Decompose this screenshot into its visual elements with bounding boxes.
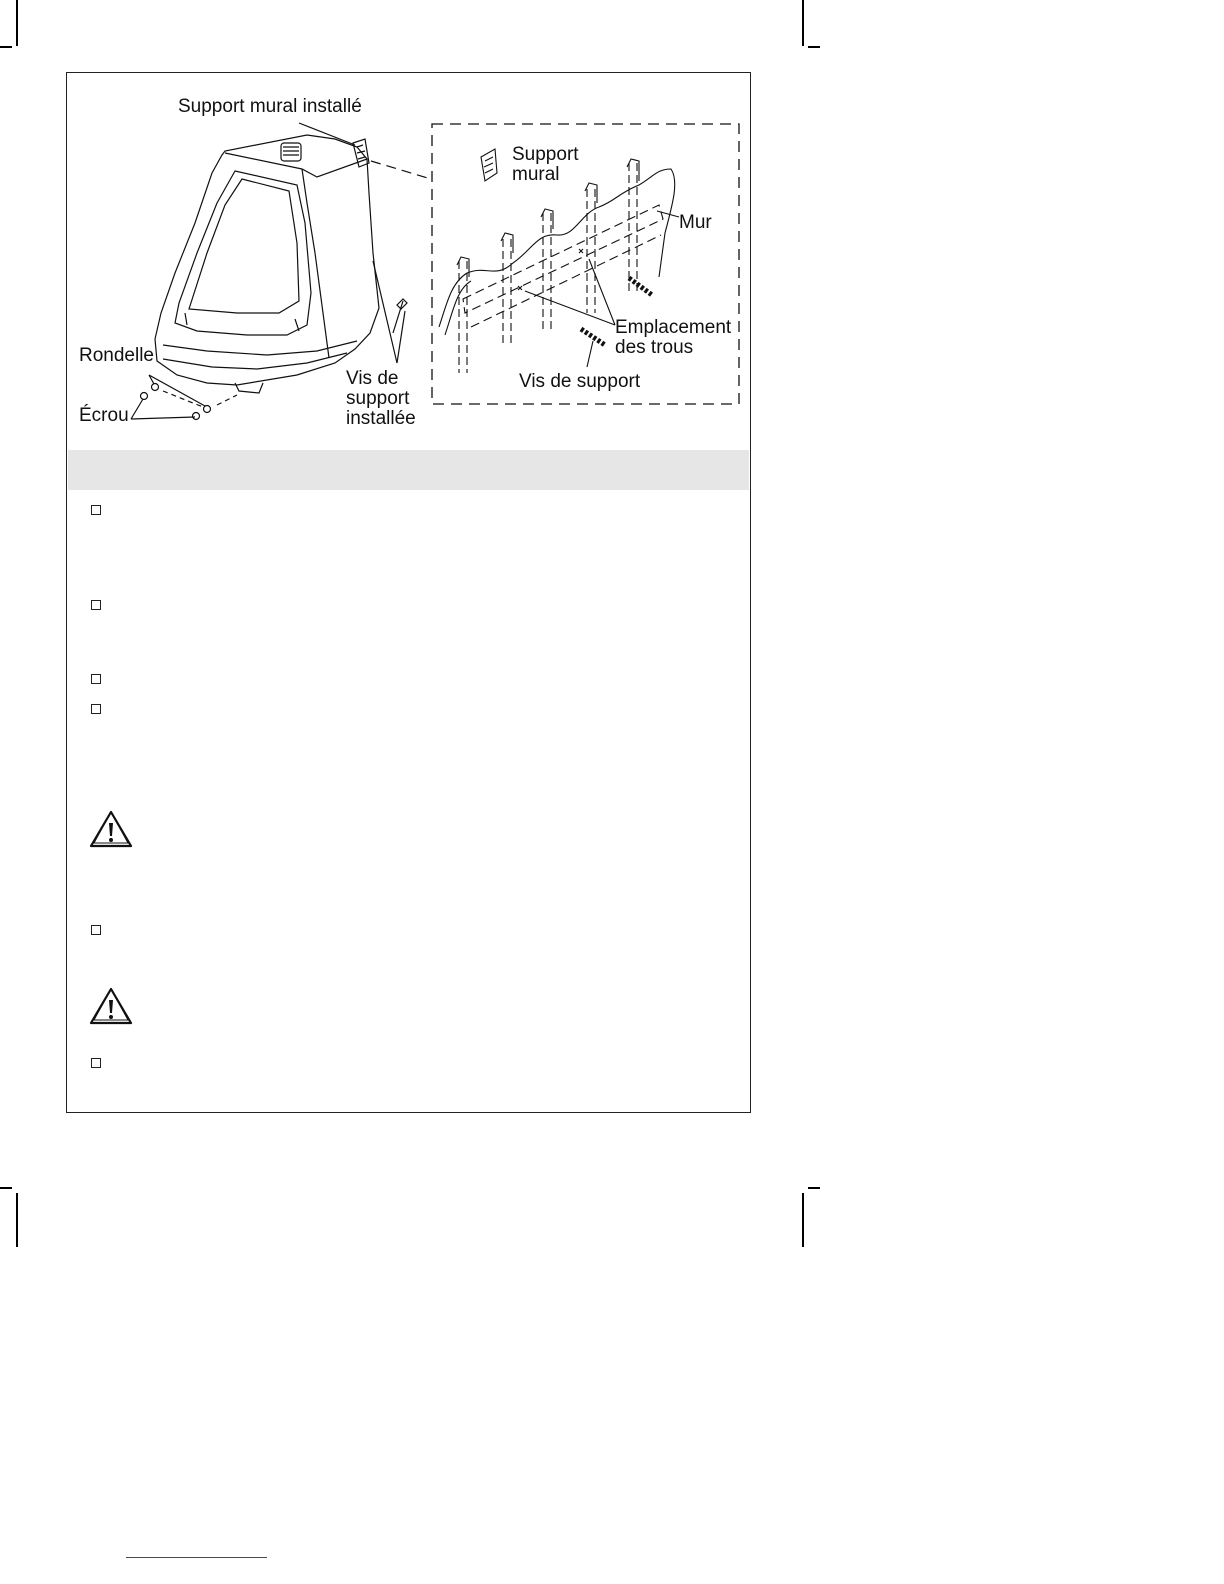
label-support-mural: mural [512, 164, 560, 185]
label-vis-installee: installée [346, 408, 416, 429]
label-vis-installee: Vis de [346, 368, 399, 389]
crop-mark [802, 0, 804, 46]
warning-triangle-icon [88, 809, 134, 849]
label-vis-installee: support [346, 388, 410, 409]
crop-mark [16, 0, 18, 46]
warning-triangle-icon [88, 986, 134, 1026]
checklist-checkbox[interactable] [91, 1058, 101, 1068]
label-mur: Mur [679, 212, 712, 233]
section-heading-band [68, 450, 749, 490]
label-emplacement: Emplacement [615, 317, 732, 338]
checklist-checkbox[interactable] [91, 704, 101, 714]
crop-mark [0, 46, 12, 48]
checklist-checkbox[interactable] [91, 925, 101, 935]
crop-mark [808, 1187, 820, 1189]
crop-mark [808, 46, 820, 48]
label-support-mural: Support [512, 144, 579, 165]
label-ecrou: Écrou [79, 405, 129, 426]
label-rondelle: Rondelle [79, 345, 154, 366]
crop-mark [16, 1193, 18, 1247]
instruction-panel [66, 72, 751, 1113]
label-support-mural-installe: Support mural installé [178, 96, 362, 117]
label-vis-de-support: Vis de support [519, 371, 641, 392]
crop-mark [0, 1187, 12, 1189]
crop-mark [802, 1193, 804, 1247]
checklist-checkbox[interactable] [91, 600, 101, 610]
checklist-checkbox[interactable] [91, 674, 101, 684]
footer-link-underline[interactable] [126, 1557, 267, 1558]
label-emplacement: des trous [615, 337, 694, 358]
checklist-checkbox[interactable] [91, 505, 101, 515]
